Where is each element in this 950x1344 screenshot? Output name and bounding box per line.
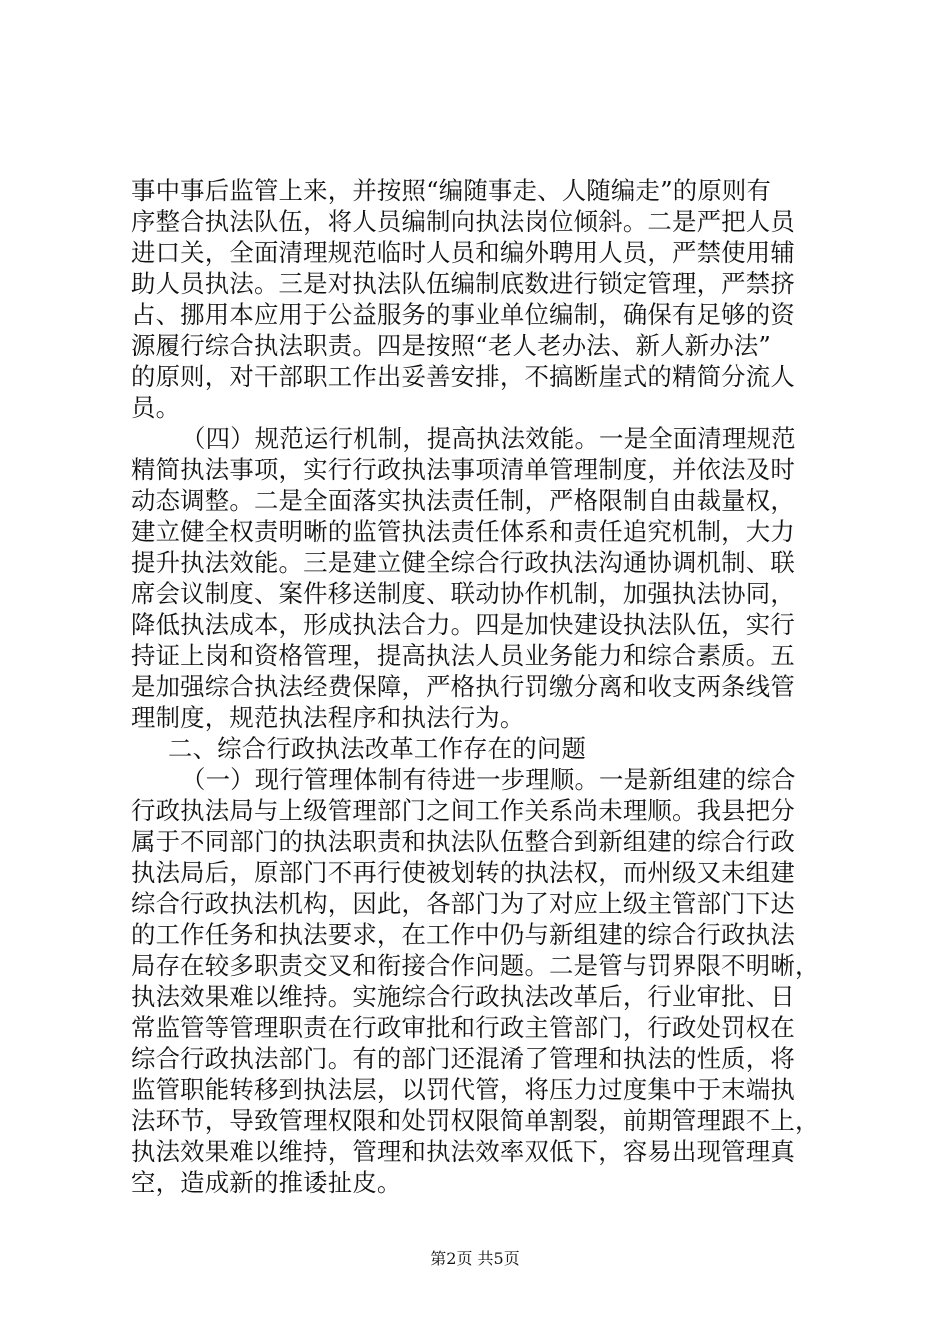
text-line: 执法效果难以维持，管理和执法效率双低下，容易出现管理真 xyxy=(131,1137,795,1166)
page-number-footer: 第2页 共5页 xyxy=(430,1249,520,1268)
text-line: 局存在较多职责交叉和衔接合作问题。二是管与罚界限不明晰， xyxy=(131,951,820,980)
text-line: 空，造成新的推诿扯皮。 xyxy=(131,1168,402,1197)
text-line: 序整合执法队伍，将人员编制向执法岗位倾斜。二是严把人员 xyxy=(131,207,795,236)
text-line: 常监管等管理职责在行政审批和行政主管部门，行政处罚权在 xyxy=(131,1013,795,1042)
text-line: 动态调整。二是全面落实执法责任制，严格限制自由裁量权， xyxy=(131,486,795,515)
text-line: 占、挪用本应用于公益服务的事业单位编制，确保有足够的资 xyxy=(131,300,795,329)
text-line: 行政执法局与上级管理部门之间工作关系尚未理顺。我县把分 xyxy=(131,796,795,825)
text-line: 建立健全权责明晰的监管执法责任体系和责任追究机制，大力 xyxy=(131,517,795,546)
text-line: 监管职能转移到执法层，以罚代管，将压力过度集中于末端执 xyxy=(131,1075,795,1104)
text-line: 综合行政执法部门。有的部门还混淆了管理和执法的性质，将 xyxy=(131,1044,795,1073)
text-line: 二、综合行政执法改革工作存在的问题 xyxy=(168,734,587,763)
text-line: 席会议制度、案件移送制度、联动协作机制，加强执法协同， xyxy=(131,579,795,608)
text-line: 法环节，导致管理权限和处罚权限简单割裂，前期管理跟不上， xyxy=(131,1106,820,1135)
text-line: （四）规范运行机制，提高执法效能。一是全面清理规范 xyxy=(181,424,796,453)
paragraph xyxy=(131,733,821,764)
text-line: 持证上岗和资格管理，提高执法人员业务能力和综合素质。五 xyxy=(131,641,795,670)
text-line: 属于不同部门的执法职责和执法队伍整合到新组建的综合行政 xyxy=(131,827,795,856)
text-line: 理制度，规范执法程序和执法行为。 xyxy=(131,703,525,732)
text-line: 事中事后监管上来，并按照“编随事走、人随编走”的原则有 xyxy=(131,176,772,205)
text-line: 源履行综合执法职责。四是按照“老人老办法、新人新办法” xyxy=(131,331,772,360)
text-line: （一）现行管理体制有待进一步理顺。一是新组建的综合 xyxy=(181,765,796,794)
paragraph xyxy=(131,175,821,423)
text-line: 精简执法事项，实行行政执法事项清单管理制度，并依法及时 xyxy=(131,455,795,484)
text-line: 的工作任务和执法要求，在工作中仍与新组建的综合行政执法 xyxy=(131,920,795,949)
text-line: 进口关，全面清理规范临时人员和编外聘用人员，严禁使用辅 xyxy=(131,238,795,267)
document-body xyxy=(131,175,821,1198)
text-line: 降低执法成本，形成执法合力。四是加快建设执法队伍，实行 xyxy=(131,610,795,639)
text-line: 执法效果难以维持。实施综合行政执法改革后，行业审批、日 xyxy=(131,982,795,1011)
text-line: 提升执法效能。三是建立健全综合行政执法沟通协调机制、联 xyxy=(131,548,795,577)
text-line: 员。 xyxy=(131,393,181,422)
text-line: 是加强综合执法经费保障，严格执行罚缴分离和收支两条线管 xyxy=(131,672,795,701)
paragraph xyxy=(131,423,821,733)
text-line: 执法局后，原部门不再行使被划转的执法权，而州级又未组建 xyxy=(131,858,795,887)
paragraph xyxy=(131,764,821,1198)
text-line: 助人员执法。三是对执法队伍编制底数进行锁定管理，严禁挤 xyxy=(131,269,795,298)
text-line: 的原则，对干部职工作出妥善安排，不搞断崖式的精简分流人 xyxy=(131,362,795,391)
text-line: 综合行政执法机构，因此，各部门为了对应上级主管部门下达 xyxy=(131,889,795,918)
